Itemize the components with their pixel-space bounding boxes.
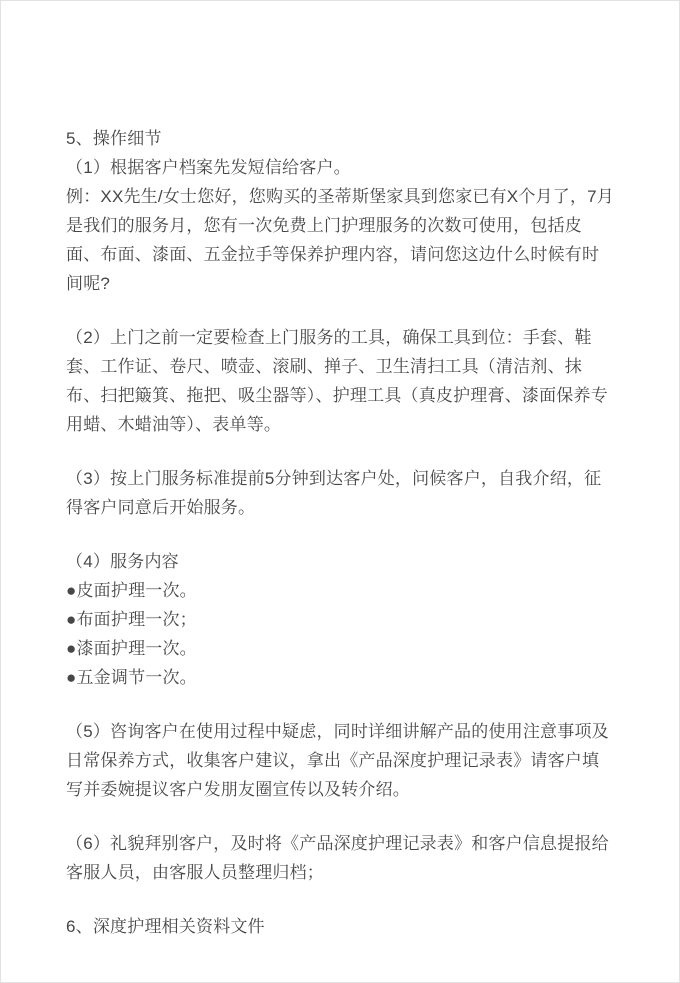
bullet-fabric-care: ●布面护理一次； [66,610,197,629]
step-3: （3）按上门服务标准提前5分钟到达客户处，问候客户，自我介绍，征得客户同意后开始服务。 [66,469,602,517]
document-body [1,1,679,941]
bullet-paint-care: ●漆面护理一次。 [66,639,197,658]
step-6: （6）礼貌拜别客户，及时将《产品深度护理记录表》和客户信息提报给客服人员，由客服人员整理归档； [66,834,609,882]
step-4-heading: （4）服务内容 [66,552,179,571]
step-5: （5）咨询客户在使用过程中疑虑，同时详细讲解产品的使用注意事项及日常保养方式，收集客户建议，拿出《产品深度护理记录表》请客户填写并委婉提议客户发朋友圈宣传以及转介绍。 [66,722,609,799]
bullet-leather-care: ●皮面护理一次。 [66,581,197,600]
bullet-hardware-adjust: ●五金调节一次。 [66,668,197,687]
step-2: （2）上门之前一定要检查上门服务的工具，确保工具到位：手套、鞋套、工作证、卷尺、喷壶、滚刷、掸子、卫生清扫工具（清洁剂、抹布、扫把簸箕、拖把、吸尘器等）、护理工具（真皮护理膏、漆面保养专用蜡、木蜡油等）、表单等。 [66,328,608,434]
sms-example: 例：XX先生/女士您好，您购买的圣蒂斯堡家具到您家已有X个月了，7月是我们的服务月，您有一次免费上门护理服务的次数可使用，包括皮面、布面、漆面、五金拉手等保养护理内容，请问您这边什么时候有时间呢? [66,187,614,293]
section-6-heading: 6、深度护理相关资料文件 [66,917,265,936]
step-1: （1）根据客户档案先发短信给客户。 [66,158,351,177]
section-5-heading: 5、操作细节 [66,129,162,148]
